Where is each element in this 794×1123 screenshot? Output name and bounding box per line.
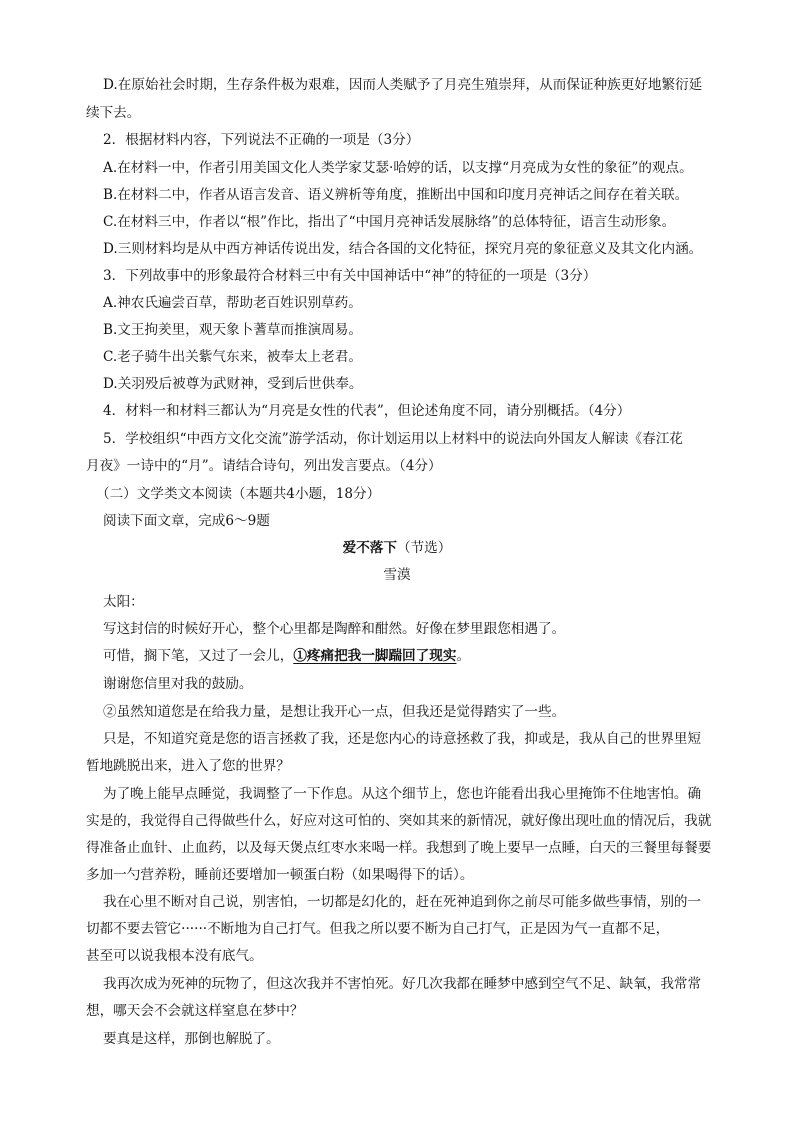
- paragraph-8-line-1: 我再次成为死神的玩物了，但这次我并不害怕死。好几次我都在睡梦中感到空气不足、缺氧，我常常: [103, 976, 702, 992]
- paragraph-1: 写这封信的时候好开心，整个心里都是陶醉和酣然。好像在梦里跟您相遇了。: [103, 621, 566, 637]
- question-2-option-c: C.在材料三中，作者以“根”作比，指出了“中国月亮神话发展脉络”的总体特征，语言生动形象。: [103, 214, 676, 230]
- question-5-line-1: 5．学校组织“中西方文化交流”游学活动，你计划运用以上材料中的说法向外国友人解读《春江花: [103, 431, 683, 447]
- paragraph-7-line-2: 切都不要去管它······不断地为自己打气。但我之所以要不断为自己打气，正是因为气一直都不足，: [86, 921, 670, 937]
- paragraph-9: 要真是这样，那倒也解脱了。: [103, 1031, 280, 1047]
- article-title-main: 爱不落下: [342, 540, 397, 556]
- section-heading: （二）文学类文本阅读（本题共4小题，18分）: [96, 486, 381, 502]
- paragraph-4: ②虽然知道您是在给我力量，是想让我开心一点，但我还是觉得踏实了一些。: [103, 704, 566, 720]
- article-title-note: （节选）: [397, 540, 452, 556]
- paragraph-7-line-1: 我在心里不断对自己说，别害怕，一切都是幻化的，赶在死神追到你之前尽可能多做些事情，别的一: [103, 894, 702, 910]
- question-3: 3．下列故事中的形象最符合材料三中有关中国神话中“神”的特征的一项是（3分）: [103, 268, 597, 284]
- paragraph-6-line-1: 为了晚上能早点睡觉，我调整了一下作息。从这个细节上，您也许能看出我心里掩饰不住地害怕。确: [103, 786, 702, 802]
- paragraph-2: [103, 647, 470, 665]
- reading-instruction: 阅读下面文章，完成6～9题: [103, 513, 270, 529]
- question-2-option-b: B.在材料二中，作者从语言发音、语义辨析等角度，推断出中国和印度月亮神话之间存在着关联。: [103, 187, 689, 203]
- question-2-option-a: A.在材料一中，作者引用美国文化人类学家艾瑟·哈婷的话，以支撑“月亮成为女性的象征”的观点。: [103, 160, 693, 176]
- paragraph-7-line-3: 甚至可以说我根本没有底气。: [86, 948, 263, 964]
- paragraph-5-line-1: 只是，不知道究竟是您的语言拯救了我，还是您内心的诗意拯救了我，抑或是，我从自己的世界里短: [103, 731, 702, 747]
- question-2: 2．根据材料内容，下列说法不正确的一项是（3分）: [103, 132, 420, 148]
- paragraph-6-line-3: 得准备止血针、止血药，以及每天煲点红枣水来喝一样。我想到了晚上要早一点睡，白天的三餐里每餐要: [86, 840, 712, 856]
- option-d-line-1: D.在原始社会时期，生存条件极为艰难，因而人类赋予了月亮生殖崇拜，从而保证种族更好地繁衍延: [103, 77, 703, 93]
- article-title: [0, 539, 794, 557]
- paragraph-2-end: 。: [456, 648, 471, 664]
- question-4: 4．材料一和材料三都认为“月亮是女性的代表”，但论述角度不同，请分别概括。（4分）: [103, 403, 631, 419]
- underlined-sentence-1: ①疼痛把我一脚踹回了现实: [293, 648, 457, 664]
- question-3-option-a: A.神农氏遍尝百草，帮助老百姓识别草药。: [103, 295, 362, 311]
- paragraph-3: 谢谢您信里对我的鼓励。: [103, 676, 253, 692]
- question-5-line-2: 月夜》一诗中的“月”。请结合诗句，列出发言要点。（4分）: [86, 458, 442, 474]
- paragraph-6-line-2: 实是的，我觉得自己得做些什么，好应对这可怕的、突如其来的新情况，就好像出现吐血的情况后，我就: [86, 813, 712, 829]
- paragraph-6-line-4: 多加一勺营养粉，睡前还要增加一顿蛋白粉（如果喝得下的话）。: [86, 867, 474, 883]
- question-3-option-c: C.老子骑牛出关紫气东来，被奉太上老君。: [103, 349, 362, 365]
- paragraph-2-start: 可惜，搁下笔，又过了一会儿，: [103, 648, 294, 664]
- question-2-option-d: D.三则材料均是从中西方神话传说出发，结合各国的文化特征，探究月亮的象征意义及其文化内涵。: [103, 241, 703, 257]
- question-3-option-d: D.关羽殁后被尊为武财神，受到后世供奉。: [103, 376, 363, 392]
- article-author: 雪漠: [383, 567, 411, 583]
- option-d-line-2: 续下去。: [86, 105, 141, 121]
- paragraph-8-line-2: 想，哪天会不会就这样窒息在梦中？: [86, 1003, 304, 1019]
- paragraph-5-line-2: 暂地跳脱出来，进入了您的世界？: [86, 758, 290, 774]
- letter-salutation: 太阳：: [103, 594, 144, 610]
- question-3-option-b: B.文王拘羑里，观天象卜蓍草而推演周易。: [103, 322, 362, 338]
